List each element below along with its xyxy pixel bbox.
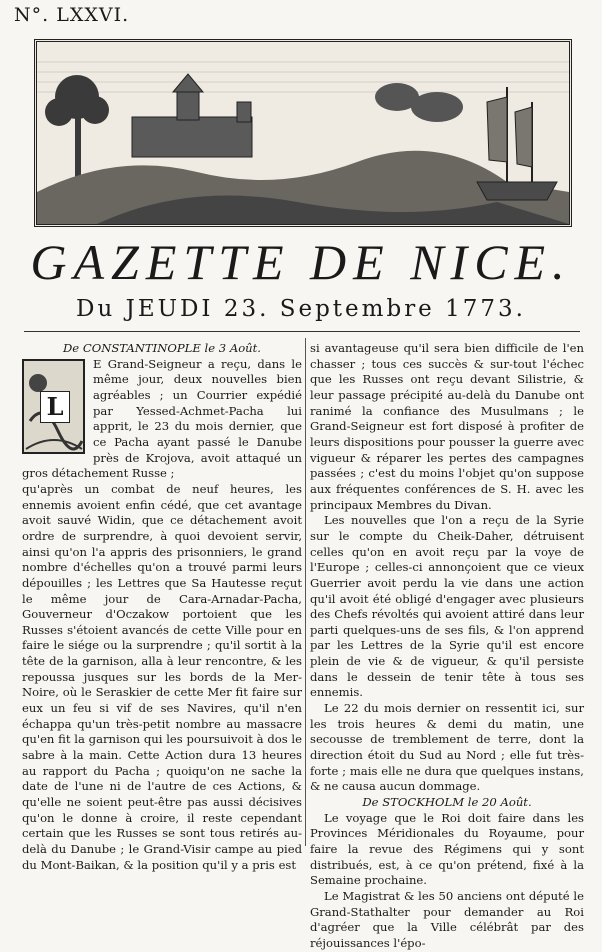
header-engraving (34, 39, 572, 227)
article-lead: E Grand-Seigneur a reçu, dans le même jour, deux nouvelles bien agréables ; un Courrier expédié par Yessed-Achmet-Pacha lui apprit, le 23 du mois dernier, que ce Pacha ayant passé le Danube près de Krojova, avoit attaqué un gros détachement Russe ; (22, 356, 302, 481)
article-royal-voyage: Le voyage que le Roi doit faire dans les Provinces Méridionales du Royaume, pour faire la revue des Régimens qui y sont distribués, est, à ce qu'on prétend, fixé à la Semaine prochaine. (310, 810, 584, 888)
header-rule (24, 331, 580, 332)
article-column-right (310, 341, 584, 950)
drop-letter: L (40, 391, 70, 423)
article-earthquake: Le 22 du mois dernier on ressentit ici, sur les trois heures & demi du matin, une secousse de tremblement de terre, dont la direction étoit du Sud au Nord ; elle fut très-forte ; mais elle ne dura que quelques instans, & ne causa aucun dommage. (310, 701, 584, 794)
article-body: qu'après un combat de neuf heures, les ennemis avoient enfin cédé, que cet avantage avoit sauvé Widin, que ce détachement avoit ordre de surprendre, à quoi devoient servir, ainsi qu'on l'a appris des prisonniers, le grand nombre d'échelles qu'on a trouvé parmi leurs dépouilles ; les Lettres que Sa Hautesse reçut le même jour de Cara-Arnadar-Pacha, Gouverneur d'Oczakow portoient que les Russes s'étoient avancés de cette Ville pour en faire le siége ou la surprendre ; qu'il sortit à la tête de la garnison, alla à leur rencontre, & les repoussa jusques sur les bords de la Mer-Noire, où le Seraskier de cette Mer fit faire sur eux un feu si vif de ses Navires, qu'il n'en échappa qu'un très-petit nombre au massacre qu'en fit la garnison qui les poursuivoit à dos le sabre à la main. Cette Action dura 13 heures au rapport du Pacha ; quoiqu'on ne sache la date de l'une ni de l'autre de ces Actions, & qu'elle ne soient peut-être pas aussi décisives qu'on le donne à croire, il reste cependant certain que les Russes se sont tous retirés au-delà du Danube ; le Grand-Visir campe au pied du Mont-Baikan, & la position qu'il y a pris est (22, 481, 302, 872)
article-column-left (22, 341, 302, 872)
column-divider (305, 338, 306, 846)
article-magistrat: Le Magistrat & les 50 anciens ont député le Grand-Stathalter pour demander au Roi d'agréer que la Ville célébrât par des réjouissances l'épo- (310, 888, 584, 950)
article-syria: Les nouvelles que l'on a reçu de la Syrie sur le compte du Cheik-Daher, détruisent celles qu'on en avoit reçu par la voye de l'Europe ; celles-ci annonçoient que ce vieux Guerrier avoit perdu la vie dans une action qu'il avoit été obligé d'engager avec plusieurs des Chefs révoltés qui avoient attiré dans leur parti quelques-uns de ses fils, & l'on apprend par les Lettres de la Syrie qu'il est encore plein de vie & de vigueur, & qu'il persiste dans le dessein de tenir tête à tous ses ennemis. (310, 513, 584, 700)
masthead-title: GAZETTE DE NICE. (30, 234, 572, 290)
issue-date: Du JEUDI 23. Septembre 1773. (76, 296, 526, 322)
article-continuation: si avantageuse qu'il sera bien difficile de l'en chasser ; tous ces succès & sur-tout l'échec que les Russes ont reçu devant Silistrie, & leur passage précipité au-delà du Danube ont ranimé la confiance des Musulmans ; le Grand-Seigneur est fort disposé à profiter de leurs dispositions pour pousser la guerre avec vigueur & réparer les pertes des campagnes passées ; c'est du moins l'objet qu'on suppose aux fréquentes conférences de S. H. avec les principaux Membres du Divan. (310, 341, 584, 512)
dateline-constantinople: De CONSTANTINOPLE le 3 Août. (62, 341, 261, 355)
dateline-stockholm: De STOCKHOLM le 20 Août. (362, 795, 532, 810)
ornamental-initial (22, 359, 85, 454)
issue-number: N°. LXXVI. (14, 4, 130, 26)
